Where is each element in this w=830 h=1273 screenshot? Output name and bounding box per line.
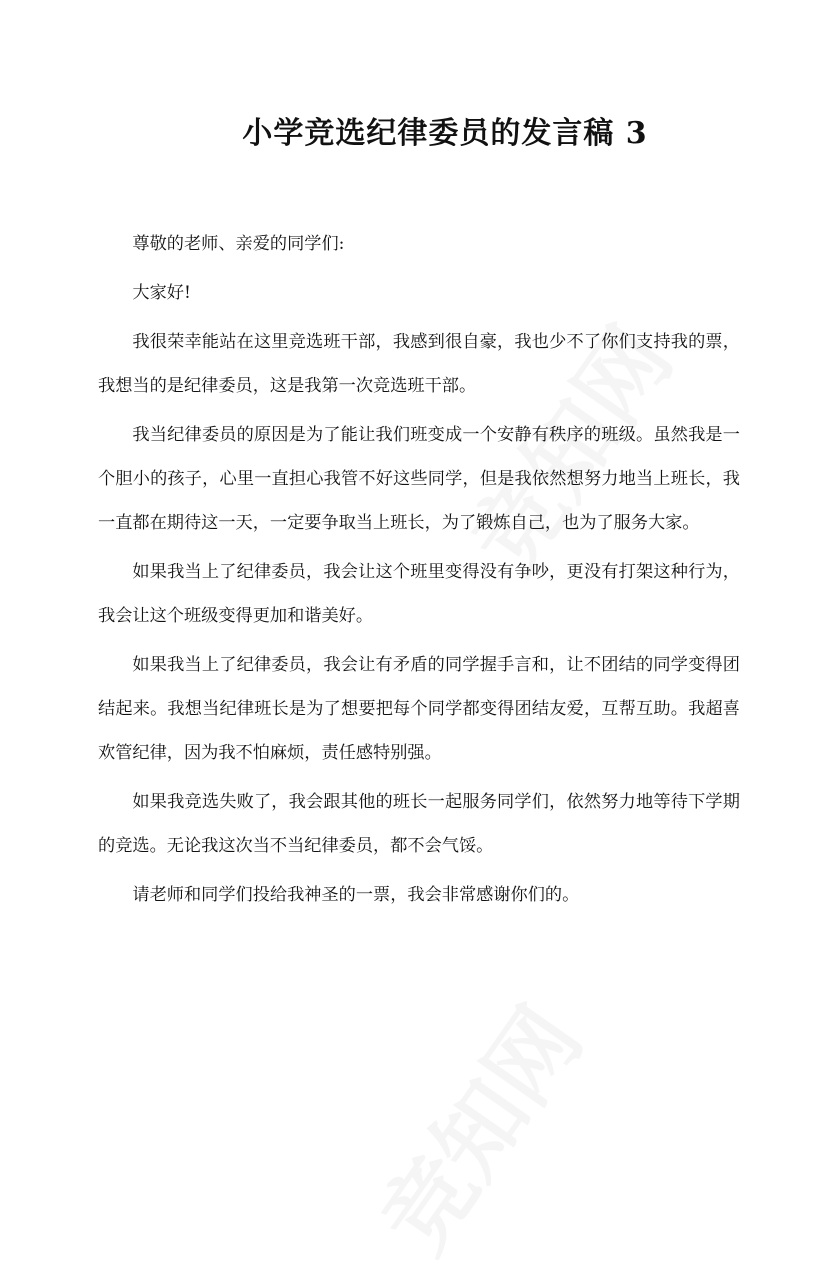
paragraph: 如果我竞选失败了，我会跟其他的班长一起服务同学们，依然努力地等待下学期的竞选。无论我这次当不当纪律委员，都不会气馁。 [98,792,740,856]
paragraph: 如果我当上了纪律委员，我会让有矛盾的同学握手言和，让不团结的同学变得团结起来。我想当纪律班长是为了想要把每个同学都变得团结友爱，互帮互助。我超喜欢管纪律，因为我不怕麻烦，责任感特别强。 [98,655,740,763]
greeting: 尊敬的老师、亲爱的同学们: [132,234,345,254]
watermark [344,977,605,1273]
salutation: 大家好! [132,283,191,303]
paragraph: 我当纪律委员的原因是为了能让我们班变成一个安静有秩序的班级。虽然我是一个胆小的孩子，心里一直担心我管不好这些同学，但是我依然想努力地当上班长，我一直都在期待这一天，一定要争取当上班长，为了锻炼自己，也为了服务大家。 [98,425,740,533]
paragraph: 我很荣幸能站在这里竞选班干部，我感到很自豪，我也少不了你们支持我的票，我想当的是纪律委员，这是我第一次竞选班干部。 [98,332,740,396]
paragraph: 如果我当上了纪律委员，我会让这个班里变得没有争吵，更没有打架这种行为，我会让这个班级变得更加和谐美好。 [98,562,740,626]
closing: 请老师和同学们投给我神圣的一票，我会非常感谢你们的。 [132,885,580,905]
document-title: 小学竞选纪律委员的发言稿 3 [242,116,648,151]
document-body [98,222,740,922]
